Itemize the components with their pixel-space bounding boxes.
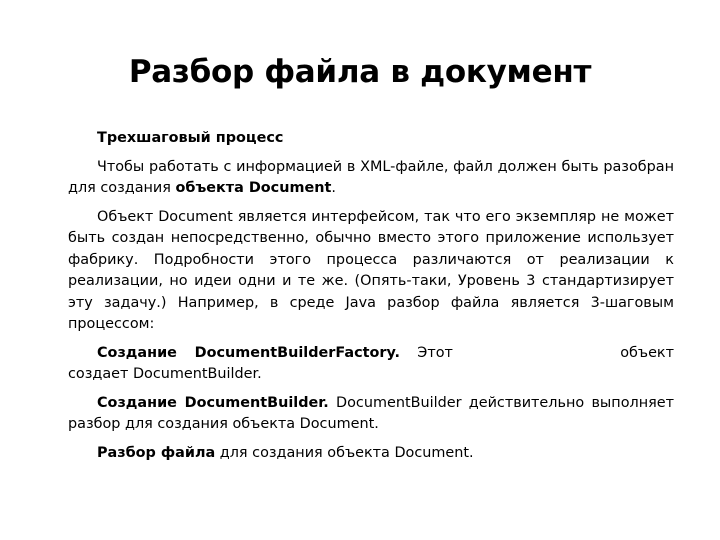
paragraph-document-interface: Объект Document является интерфейсом, так что его экземпляр не может быть создан непосредственно, обычно вместо этого приложение использует фабрику. Подробности этого процесса различаются от реализации к реализации, но идеи одни и те же. (Опять-таки, Уровень 3 стандартизирует эту задачу.) Например, в среде Java разбор файла является 3-шаговым процессом: — [68, 208, 674, 332]
step-create-factory — [68, 343, 674, 386]
step-create-factory-text: Этот — [400, 344, 453, 361]
step-create-builder-label: Создание DocumentBuilder. — [97, 394, 329, 411]
paragraph-intro-end: . — [331, 180, 336, 196]
section-heading: Трехшаговый процесс — [97, 130, 284, 146]
step-create-builder — [68, 393, 674, 436]
paragraph-intro-text: Чтобы работать с информацией в XML-файле, файл должен быть разобран для создания — [68, 158, 674, 196]
step-parse-file-text: для создания объекта Document. — [215, 444, 474, 461]
step-create-factory-text-cont: объект создает DocumentBuilder. — [68, 344, 674, 382]
paragraph-intro-bold: объекта Document — [175, 180, 332, 196]
step-create-builder-text: DocumentBuilder действительно выполняет разбор для создания объекта Document. — [68, 394, 675, 432]
step-parse-file — [68, 443, 674, 465]
slide-title: Разбор файла в документ — [128, 54, 592, 90]
paragraph-intro — [68, 157, 674, 200]
step-create-factory-label: Создание DocumentBuilderFactory. — [97, 344, 400, 361]
step-parse-file-label: Разбор файла — [97, 444, 216, 461]
slide-body — [68, 128, 674, 471]
